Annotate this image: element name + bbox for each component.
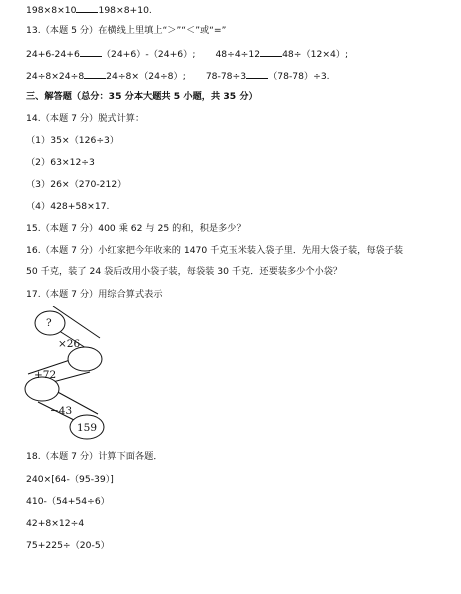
question-18-item-1: 240×[64-（95-39）]: [26, 474, 114, 485]
question-13-title: 13.（本题 5 分）在横线上里填上“＞”“＜”或“=”: [26, 25, 227, 36]
question-14-item-4: （4）428+58×17.: [26, 201, 110, 212]
expression: 48÷4÷12: [215, 49, 261, 60]
section-3-heading: 三、解答题（总分：35 分本大题共 5 小题，共 35 分）: [26, 91, 258, 102]
comparison-line-13b: [26, 69, 330, 83]
question-17-title: 17.（本题 7 分）用综合算式表示: [26, 289, 163, 300]
answer-blank[interactable]: [76, 3, 98, 13]
question-16-line-2: 50 千克，装了 24 袋后改用小袋子装，每袋装 30 千克．还要装多少个小袋？: [26, 266, 343, 277]
calculation-flow-diagram: [20, 306, 130, 446]
answer-blank[interactable]: [246, 69, 268, 79]
expression: 24+6-24+6: [26, 49, 80, 60]
question-14-item-1: （1）35×（126÷3）: [26, 135, 120, 146]
expression: （24+6）-（24+6）;: [101, 49, 196, 60]
expression-right: 198×8+10.: [98, 5, 152, 16]
comparison-line-0: [26, 3, 152, 17]
answer-blank[interactable]: [84, 69, 106, 79]
operation-add: +72: [34, 369, 57, 381]
answer-blank[interactable]: [260, 47, 282, 57]
question-18-item-2: 410-（54+54÷6）: [26, 496, 110, 507]
unknown-value: ?: [46, 317, 52, 329]
operation-multiply: ×26: [58, 338, 81, 350]
question-16-line-1: 16.（本题 7 分）小红家把今年收来的 1470 千克玉米装入袋子里．先用大袋子装，每袋子装: [26, 245, 404, 256]
expression: 48÷（12×4）;: [282, 49, 349, 60]
expression: 78-78÷3: [205, 71, 247, 82]
comparison-line-13a: [26, 47, 348, 61]
question-14-item-3: （3）26×（270-212）: [26, 179, 127, 190]
question-18-item-3: 42+8×12÷4: [26, 518, 85, 529]
question-15: 15.（本题 7 分）400 乘 62 与 25 的和，积是多少？: [26, 223, 246, 234]
operation-subtract: −43: [50, 405, 73, 417]
expression: （78-78）÷3.: [268, 71, 330, 82]
result-value: 159: [77, 422, 98, 434]
question-18-item-4: 75+225÷（20-5）: [26, 540, 110, 551]
expression: 24÷8×24÷8: [26, 71, 85, 82]
question-18-title: 18.（本题 7 分）计算下面各题．: [26, 451, 163, 462]
expression-left: 198×8×10: [26, 5, 77, 16]
question-14-item-2: （2）63×12÷3: [26, 157, 95, 168]
question-14-title: 14.（本题 7 分）脱式计算：: [26, 113, 145, 124]
answer-blank[interactable]: [80, 47, 102, 57]
expression: 24÷8×（24÷8）;: [106, 71, 186, 82]
intermediate-oval: [68, 347, 102, 371]
